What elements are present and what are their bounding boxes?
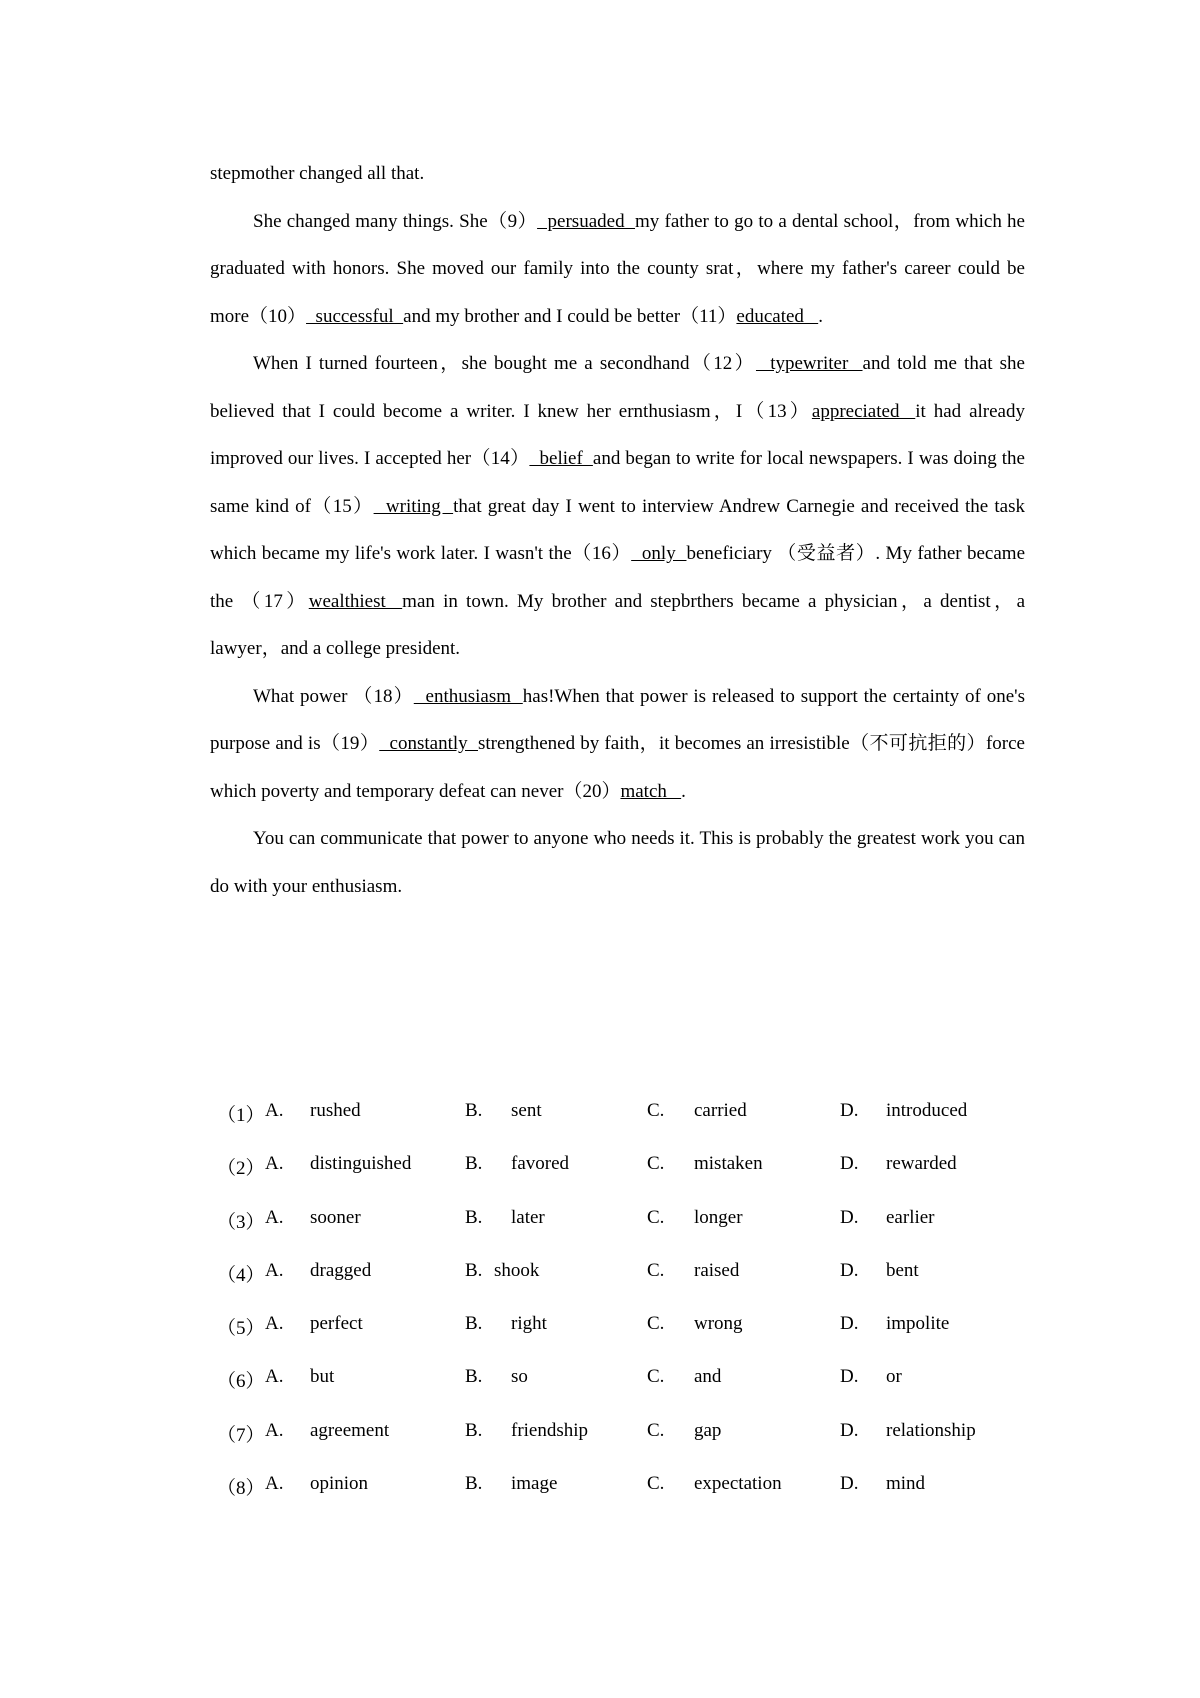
option-row — [210, 1420, 1025, 1473]
option-a: perfect — [310, 1313, 363, 1335]
option-letter-c: C. — [647, 1313, 665, 1335]
option-letter-b: B. — [465, 1313, 483, 1335]
paragraph-3: What power （18） enthusiasm has!When that power is released to support the certainty of one's purpose and is（19） constantly strengthened by faith，it becomes an irresistible（不可抗拒的）force which poverty and temporary defeat can never（20）match . — [210, 685, 1025, 802]
option-b: later — [511, 1206, 545, 1228]
option-letter-c: C. — [647, 1473, 665, 1495]
option-a: but — [310, 1366, 335, 1388]
answer-blank-17: wealthiest — [308, 590, 403, 612]
option-letter-a: A. — [265, 1259, 284, 1281]
option-letter-d: D. — [840, 1419, 859, 1441]
option-d: or — [886, 1366, 902, 1388]
option-letter-a: A. — [265, 1419, 284, 1441]
option-a: opinion — [310, 1473, 369, 1495]
answer-blank-18: enthusiasm — [413, 685, 523, 707]
option-d: rewarded — [886, 1153, 957, 1175]
option-d: relationship — [886, 1419, 976, 1441]
option-row — [210, 1260, 1025, 1313]
option-c: expectation — [694, 1473, 782, 1495]
option-letter-b: B. — [465, 1419, 483, 1441]
passage — [210, 150, 1025, 910]
option-row — [210, 1473, 1025, 1526]
option-c: longer — [694, 1206, 743, 1228]
paragraph-0: stepmother changed all that. — [210, 163, 425, 184]
option-c: mistaken — [694, 1153, 763, 1175]
option-a: rushed — [310, 1100, 361, 1121]
option-letter-b: B. — [465, 1206, 483, 1228]
option-row — [210, 1207, 1025, 1260]
answer-blank-13: appreciated — [811, 400, 916, 422]
option-letter-a: A. — [265, 1100, 284, 1121]
answer-blank-10: successful — [306, 305, 404, 327]
option-b: sent — [511, 1100, 542, 1121]
option-letter-c: C. — [647, 1206, 665, 1228]
answer-options — [210, 1100, 1025, 1526]
option-row — [210, 1100, 1025, 1153]
option-letter-c: C. — [647, 1153, 665, 1175]
option-row — [210, 1153, 1025, 1206]
option-letter-b: B. — [465, 1366, 483, 1388]
question-number: （8） — [217, 1478, 265, 1500]
question-number: （4） — [217, 1264, 265, 1286]
option-letter-d: D. — [840, 1153, 859, 1175]
option-b: shook — [494, 1259, 540, 1281]
option-letter-b: B. — [465, 1100, 483, 1121]
option-letter-c: C. — [647, 1100, 665, 1121]
option-letter-b: B. — [465, 1473, 483, 1495]
answer-blank-11: educated — [736, 305, 819, 327]
option-letter-c: C. — [647, 1419, 665, 1441]
option-a: agreement — [310, 1419, 390, 1441]
option-c: and — [694, 1366, 722, 1388]
option-a: dragged — [310, 1259, 372, 1281]
option-letter-c: C. — [647, 1259, 665, 1281]
question-number: （6） — [217, 1371, 265, 1393]
option-c: wrong — [694, 1313, 743, 1335]
paragraph-2: When I turned fourteen，she bought me a secondhand（12） typewriter and told me that she believed that I could become a writer. I knew her ernthusiasm，I（13）appreciated it had already improved our lives. I accepted her（14） belief and began to write for local newspapers. I was doing the same kind of（15） writing that great day I went to interview Andrew Carnegie and received the task which became my life's work later. I wasn't the（16） only beneficiary （受益者）. My father became the （17）wealthiest man in town. My brother and stepbrthers became a physician，a dentist，a lawyer，and a college president. — [210, 353, 1026, 659]
option-letter-d: D. — [840, 1473, 859, 1495]
answer-blank-16: only — [631, 543, 687, 564]
option-letter-a: A. — [265, 1366, 284, 1388]
option-b: so — [511, 1366, 528, 1388]
option-letter-d: D. — [840, 1366, 859, 1388]
option-letter-d: D. — [840, 1100, 859, 1121]
option-letter-c: C. — [647, 1366, 665, 1388]
paragraph-4: You can communicate that power to anyone who needs it. This is probably the greatest work you can do with your enthusiasm. — [210, 828, 1025, 897]
option-b: image — [511, 1473, 558, 1495]
option-letter-a: A. — [265, 1153, 284, 1175]
option-b: favored — [511, 1153, 570, 1175]
option-row — [210, 1313, 1025, 1366]
option-d: earlier — [886, 1206, 935, 1228]
question-number: （1） — [217, 1105, 265, 1126]
option-letter-d: D. — [840, 1259, 859, 1281]
option-letter-a: A. — [265, 1313, 284, 1335]
option-c: carried — [694, 1100, 747, 1121]
option-d: introduced — [886, 1100, 968, 1121]
option-c: gap — [694, 1419, 722, 1441]
option-letter-a: A. — [265, 1473, 284, 1495]
option-a: sooner — [310, 1206, 361, 1228]
question-number: （7） — [217, 1424, 265, 1446]
option-d: bent — [886, 1259, 919, 1281]
option-b: friendship — [511, 1419, 589, 1441]
answer-blank-19: constantly — [379, 733, 478, 754]
option-d: impolite — [886, 1313, 950, 1335]
answer-blank-15: writing — [373, 495, 454, 517]
answer-blank-12: typewriter — [755, 353, 863, 374]
option-letter-d: D. — [840, 1206, 859, 1228]
option-a: distinguished — [310, 1153, 412, 1175]
option-letter-d: D. — [840, 1313, 859, 1335]
question-number: （5） — [217, 1318, 265, 1340]
option-d: mind — [886, 1473, 926, 1495]
answer-blank-9: persuaded — [537, 210, 636, 232]
answer-blank-14: belief — [529, 448, 593, 469]
paragraph-1: She changed many things. She（9） persuaded my father to go to a dental school，from which he graduated with honors. She moved our family into the county srat，where my father's career could be more（10） successful and my brother and I could be better（11）educated . — [210, 210, 1025, 327]
option-row — [210, 1366, 1025, 1419]
option-c: raised — [694, 1259, 740, 1281]
option-b: right — [511, 1313, 547, 1335]
option-letter-a: A. — [265, 1206, 284, 1228]
question-number: （2） — [217, 1158, 265, 1180]
question-number: （3） — [217, 1211, 265, 1233]
option-letter-b: B. — [465, 1153, 483, 1175]
option-letter-b: B. — [465, 1259, 483, 1281]
answer-blank-20: match — [620, 780, 682, 802]
